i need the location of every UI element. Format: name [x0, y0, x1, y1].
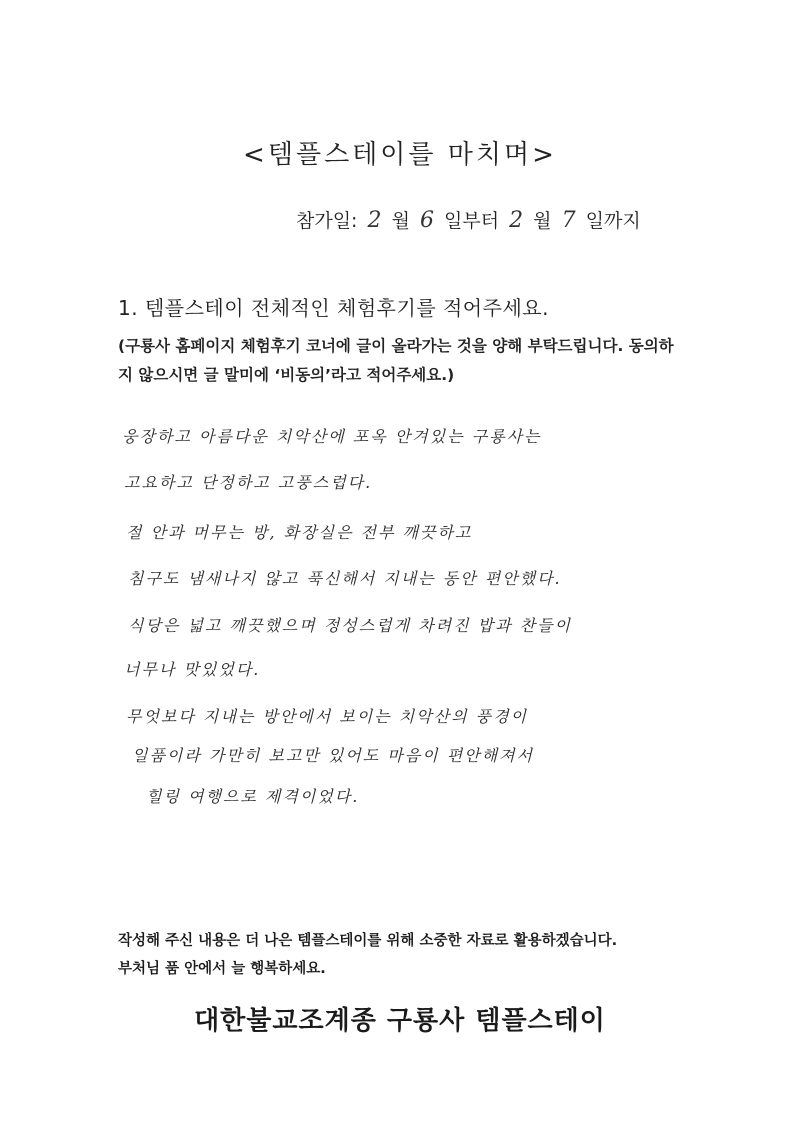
footer-thanks: 작성해 주신 내용은 더 나은 템플스테이를 위해 소중한 자료로 활용하겠습니다. — [118, 933, 618, 949]
end-month-value: 2 — [509, 208, 524, 233]
answer-line: 웅장하고 아름다운 치악산에 포옥 안겨있는 구룡사는 — [122, 427, 542, 446]
from-text: 일부터 — [444, 210, 500, 232]
answer-line: 침구도 냄새나지 않고 푹신해서 지내는 동안 편안했다. — [128, 569, 562, 588]
question-1-heading: 1. 템플스테이 전체적인 체험후기를 적어주세요. — [118, 296, 549, 320]
organization-name: 대한불교조계종 구룡사 템플스테이 — [194, 1006, 606, 1036]
until-text: 일까지 — [585, 210, 641, 232]
answer-line: 일품이라 가만히 보고만 있어도 마음이 편안해져서 — [132, 746, 535, 765]
start-month-unit: 월 — [391, 210, 410, 232]
answer-line: 너무나 맛있었다. — [124, 660, 261, 679]
answer-line: 무엇보다 지내는 방안에서 보이는 치악산의 풍경이 — [126, 707, 529, 726]
answer-line: 절 안과 머무는 방, 화장실은 전부 깨끗하고 — [126, 523, 473, 542]
participation-label: 참가일: — [296, 210, 358, 232]
start-month-value: 2 — [367, 208, 382, 233]
page-title: <템플스테이를 마치며> — [243, 140, 557, 170]
question-1-note: (구룡사 홈페이지 체험후기 코너에 글이 올라가는 것을 양해 부탁드립니다. 동의하지 않으시면 글 말미에 ‘비동의’라고 적어주세요.) — [118, 337, 674, 384]
start-day-value: 6 — [419, 208, 434, 233]
answer-line: 식당은 넓고 깨끗했으며 정성스럽게 차려진 밥과 찬들이 — [128, 616, 573, 635]
end-day-value: 7 — [561, 208, 576, 233]
end-month-unit: 월 — [533, 210, 552, 232]
footer-blessing: 부처님 품 안에서 늘 행복하세요. — [118, 961, 326, 977]
participation-dates — [296, 206, 641, 233]
answer-line: 힐링 여행으로 제격이었다. — [146, 787, 360, 806]
answer-line: 고요하고 단정하고 고풍스럽다. — [124, 473, 373, 492]
